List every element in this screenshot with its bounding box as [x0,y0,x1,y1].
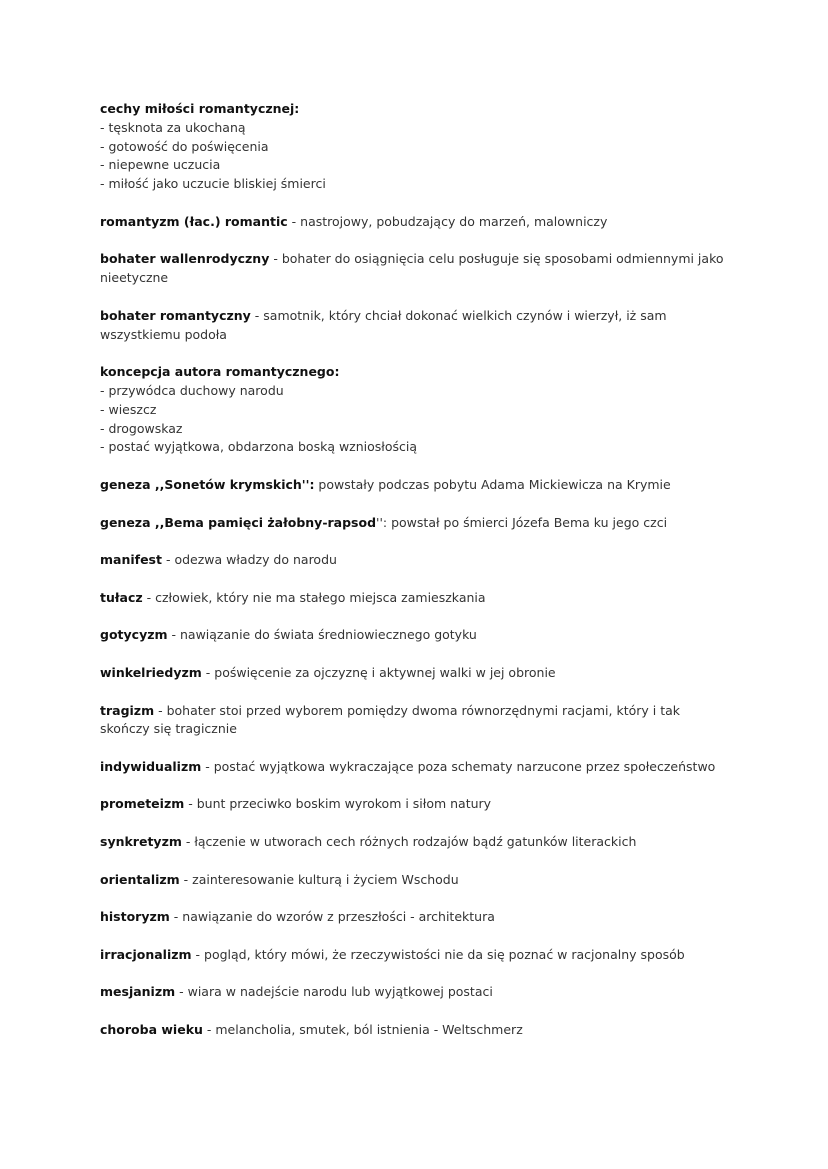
entry-tulacz [100,589,728,608]
entry-term: romantyzm (łac.) romantic [100,213,288,229]
section-heading: koncepcja autora romantycznego: [100,364,340,380]
entry-definition: - melancholia, smutek, ból istnienia - Weltschmerz [202,1022,523,1038]
entry-manifest [100,551,728,570]
entry-term: manifest [100,552,162,568]
entry-definition: - nawiązanie do świata średniowiecznego gotyku [167,627,477,643]
entry-orientalizm [100,871,728,890]
entry-synkretyzm [100,833,728,852]
entry-definition: - łączenie w utworach cech różnych rodzajów bądź gatunków literackich [181,834,637,850]
entry-term: geneza ,,Sonetów krymskich'': [100,476,315,492]
entry-geneza-bema [100,514,728,533]
entry-historyzm [100,908,728,927]
entry-definition: - odezwa władzy do narodu [161,552,337,568]
entry-term: bohater romantyczny [100,307,251,323]
entry-bohater-romantyczny [100,307,728,345]
entry-definition: - człowiek, który nie ma stałego miejsca zamieszkania [142,589,486,605]
list-item: - postać wyjątkowa, obdarzona boską wzniosłością [100,439,418,455]
entry-gotycyzm [100,626,728,645]
list-item: - niepewne uczucia [100,157,221,173]
section-author-concept [100,363,728,457]
entry-romantyzm [100,213,728,232]
entry-definition: - postać wyjątkowa wykraczające poza schematy narzucone przez społeczeństwo [201,758,716,774]
list-item: - gotowość do poświęcenia [100,138,269,154]
entry-definition: powstały podczas pobytu Adama Mickiewicza na Krymie [314,476,671,492]
entry-definition: - bohater do osiągnięcia celu posługuje się sposobami odmiennymi jako nieetyczne [100,251,724,286]
entry-tragizm [100,702,728,740]
section-heading: cechy miłości romantycznej: [100,101,300,116]
entry-term: winkelriedyzm [100,664,202,680]
entry-bohater-wallenrodyczny [100,250,728,288]
entry-term: choroba wieku [100,1022,203,1038]
entry-prometeizm [100,795,728,814]
entry-indywidualizm [100,758,728,777]
entry-definition: - poświęcenie za ojczyznę i aktywnej walki w jej obronie [201,664,556,680]
entry-term: irracjonalizm [100,946,192,962]
section-romantic-love [100,100,728,194]
entry-definition: - nawiązanie do wzorów z przeszłości - architektura [169,909,495,925]
entry-definition: - samotnik, który chciał dokonać wielkich czynów i wierzył, iż sam wszystkiemu podoła [100,307,667,342]
entry-term: prometeizm [100,796,185,812]
entry-definition: - bunt przeciwko boskim wyrokom i siłom natury [184,796,492,812]
entry-term: geneza ,,Bema pamięci żałobny-rapsod [100,514,377,530]
entry-term: tułacz [100,589,143,605]
entry-term: synkretyzm [100,834,182,850]
list-item: - drogowskaz [100,420,183,436]
entry-geneza-sonetow [100,476,728,495]
entry-term: indywidualizm [100,758,202,774]
list-item: - wieszcz [100,401,157,417]
list-item: - miłość jako uczucie bliskiej śmierci [100,176,326,192]
entry-definition: - wiara w nadejście narodu lub wyjątkowej postaci [175,984,493,1000]
list-item: - tęsknota za ukochaną [100,119,246,135]
entry-definition: - bohater stoi przed wyborem pomiędzy dwoma równorzędnymi racjami, który i tak skończy się tragicznie [100,702,681,737]
entry-term: tragizm [100,702,155,718]
entry-term: bohater wallenrodyczny [100,251,270,267]
entry-term: gotycyzm [100,627,168,643]
list-item: - przywódca duchowy narodu [100,382,284,398]
entry-choroba-wieku [100,1021,728,1040]
entry-definition: - zainteresowanie kulturą i życiem Wschodu [179,871,459,887]
entry-term: historyzm [100,909,170,925]
entry-term: orientalizm [100,871,180,887]
entry-irracjonalizm [100,946,728,965]
entry-mesjanizm [100,983,728,1002]
entry-definition: - pogląd, który mówi, że rzeczywistości nie da się poznać w racjonalny sposób [191,946,685,962]
entry-winkelriedyzm [100,664,728,683]
entry-definition: '': powstał po śmierci Józefa Bema ku jego czci [376,514,668,530]
entry-definition: - nastrojowy, pobudzający do marzeń, malowniczy [287,213,608,229]
entry-term: mesjanizm [100,984,176,1000]
